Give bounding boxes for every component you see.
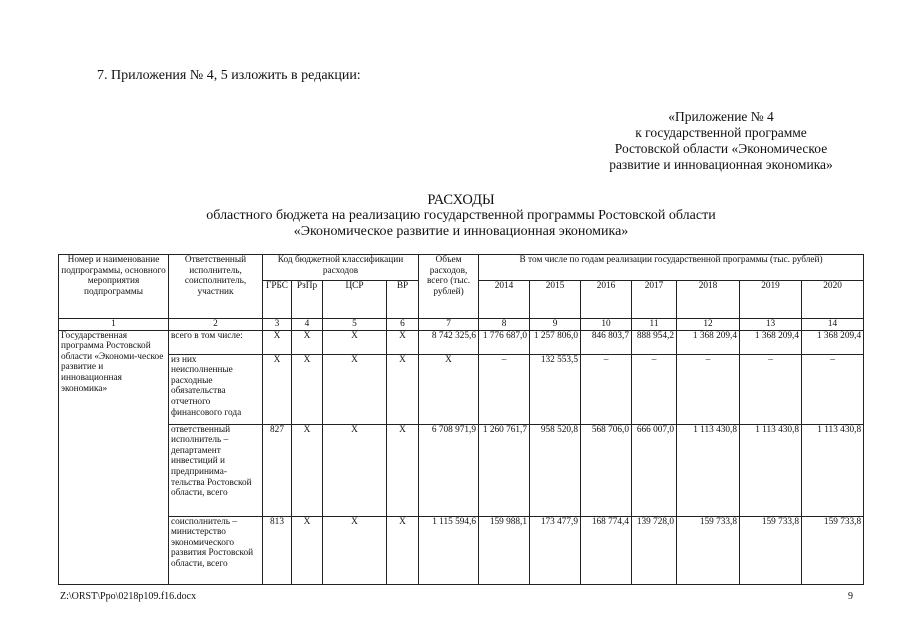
rzpr-cell: Х: [292, 516, 323, 584]
executor-cell: соисполнитель – министерство экономического развития Ростовской области, всего: [169, 516, 263, 584]
header-year: 2016: [581, 281, 632, 319]
column-number: 13: [740, 319, 802, 331]
year-value-cell: 1 113 430,8: [802, 424, 864, 516]
column-number-row: [59, 319, 864, 331]
vr-cell: Х: [387, 424, 419, 516]
table-row: [59, 354, 864, 424]
header-year: 2015: [530, 281, 581, 319]
column-number: 9: [530, 319, 581, 331]
grbs-cell: 827: [263, 424, 292, 516]
total-cell: 8 742 325,6: [419, 330, 479, 354]
year-value-cell: 1 257 806,0: [530, 330, 581, 354]
year-value-cell: 159 988,1: [479, 516, 530, 584]
year-value-cell: 1 368 209,4: [740, 330, 802, 354]
program-name-cell: Государственная программа Ростовской области «Экономи-ческое развитие и инновационная экономика»: [59, 330, 169, 584]
rzpr-cell: Х: [292, 354, 323, 424]
heading-title: РАСХОДЫ: [427, 192, 495, 208]
heading-line: областного бюджета на реализацию государственной программы Ростовской области: [206, 208, 716, 223]
grbs-cell: Х: [263, 354, 292, 424]
header-year: 2019: [740, 281, 802, 319]
year-value-cell: 846 803,7: [581, 330, 632, 354]
year-value-cell: –: [581, 354, 632, 424]
column-number: 3: [263, 319, 292, 331]
year-value-cell: 1 776 687,0: [479, 330, 530, 354]
column-number: 6: [387, 319, 419, 331]
column-number: 1: [59, 319, 169, 331]
year-value-cell: 568 706,0: [581, 424, 632, 516]
appendix-line: к государственной программе: [635, 125, 807, 140]
document-heading: [60, 192, 862, 240]
column-number: 8: [479, 319, 530, 331]
total-cell: 6 708 971,9: [419, 424, 479, 516]
year-value-cell: –: [740, 354, 802, 424]
column-number: 11: [632, 319, 677, 331]
csr-cell: Х: [323, 424, 387, 516]
appendix-line: «Приложение № 4: [668, 109, 774, 124]
rzpr-cell: Х: [292, 330, 323, 354]
year-value-cell: 159 733,8: [740, 516, 802, 584]
year-value-cell: 666 007,0: [632, 424, 677, 516]
appendix-line: развитие и инновационная экономика»: [609, 157, 833, 172]
column-number: 14: [802, 319, 864, 331]
intro-line: 7. Приложения № 4, 5 изложить в редакции:: [97, 68, 361, 83]
year-value-cell: 139 728,0: [632, 516, 677, 584]
column-number: 7: [419, 319, 479, 331]
executor-cell: всего в том числе:: [169, 330, 263, 354]
year-value-cell: 132 553,5: [530, 354, 581, 424]
table-row: [59, 516, 864, 584]
header-rzpr: РзПр: [292, 281, 323, 319]
csr-cell: Х: [323, 354, 387, 424]
heading-line: «Экономическое развитие и инновационная экономика»: [293, 224, 629, 239]
expenses-table: [58, 254, 864, 585]
year-value-cell: –: [677, 354, 740, 424]
year-value-cell: –: [479, 354, 530, 424]
year-value-cell: 1 113 430,8: [677, 424, 740, 516]
header-vr: ВР: [387, 281, 419, 319]
year-value-cell: –: [802, 354, 864, 424]
header-grbs: ГРБС: [263, 281, 292, 319]
header-year: 2017: [632, 281, 677, 319]
year-value-cell: 173 477,9: [530, 516, 581, 584]
year-value-cell: 159 733,8: [677, 516, 740, 584]
year-value-cell: 1 113 430,8: [740, 424, 802, 516]
table-row: [59, 330, 864, 354]
year-value-cell: 168 774,4: [581, 516, 632, 584]
appendix-line: Ростовской области «Экономическое: [614, 141, 828, 156]
column-number: 4: [292, 319, 323, 331]
total-cell: Х: [419, 354, 479, 424]
column-number: 12: [677, 319, 740, 331]
footer-file-path: Z:\ORST\Ppo\0218p109.f16.docx: [60, 591, 197, 602]
year-value-cell: 1 368 209,4: [802, 330, 864, 354]
header-years-group: В том числе по годам реализации государственной программы (тыс. рублей): [479, 255, 864, 281]
page-number: 9: [848, 591, 853, 602]
rzpr-cell: Х: [292, 424, 323, 516]
year-value-cell: 159 733,8: [802, 516, 864, 584]
vr-cell: Х: [387, 354, 419, 424]
header-year: 2014: [479, 281, 530, 319]
year-value-cell: 1 260 761,7: [479, 424, 530, 516]
column-number: 2: [169, 319, 263, 331]
year-value-cell: –: [632, 354, 677, 424]
year-value-cell: 888 954,2: [632, 330, 677, 354]
csr-cell: Х: [323, 516, 387, 584]
year-value-cell: 958 520,8: [530, 424, 581, 516]
header-csr: ЦСР: [323, 281, 387, 319]
executor-cell: ответственный исполнитель – департамент инвестиций и предпринима-тельства Ростовской области, всего: [169, 424, 263, 516]
header-code-group: Код бюджетной классификации расходов: [263, 255, 419, 281]
column-number: 5: [323, 319, 387, 331]
column-number: 10: [581, 319, 632, 331]
year-value-cell: 1 368 209,4: [677, 330, 740, 354]
header-year: 2020: [802, 281, 864, 319]
vr-cell: Х: [387, 516, 419, 584]
grbs-cell: Х: [263, 330, 292, 354]
vr-cell: Х: [387, 330, 419, 354]
appendix-header: [581, 109, 861, 173]
total-cell: 1 115 594,6: [419, 516, 479, 584]
grbs-cell: 813: [263, 516, 292, 584]
header-executor: Ответственный исполнитель, соисполнитель, участник: [169, 255, 263, 319]
header-volume: Объем расходов, всего (тыс. рублей): [419, 255, 479, 319]
header-year: 2018: [677, 281, 740, 319]
header-row: [59, 255, 864, 281]
table-row: [59, 424, 864, 516]
csr-cell: Х: [323, 330, 387, 354]
executor-cell: из них неисполненные расходные обязательства отчетного финансового года: [169, 354, 263, 424]
header-program: Номер и наименование подпрограммы, основного мероприятия подпрограммы: [59, 255, 169, 319]
